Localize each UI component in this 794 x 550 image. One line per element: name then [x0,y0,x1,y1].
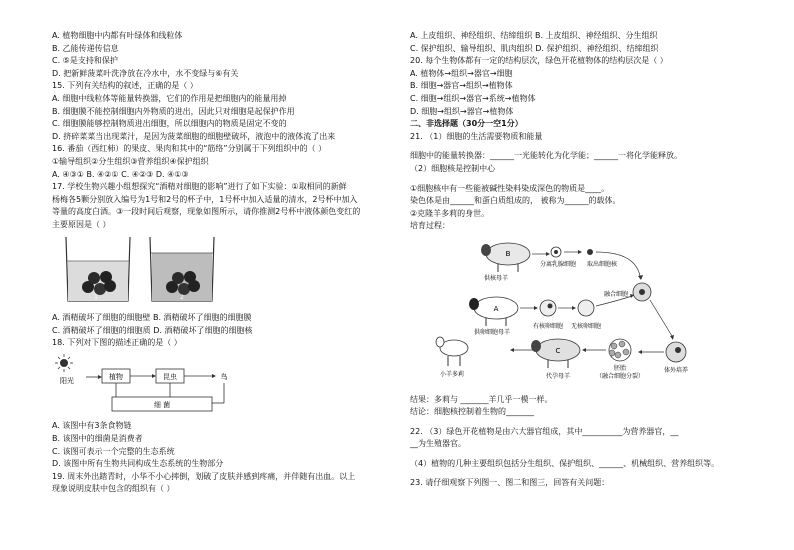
cup-1 [66,237,130,301]
left-column [52,30,404,496]
text-line: C. 酒精破坏了细胞的细胞质 D. 酒精破坏了细胞的细胞核 [52,325,253,335]
text-line: A. 植物体→组织→器官→细胞 [410,68,513,78]
cup-1-label: 1 [94,293,98,301]
mammary-label: 分离乳腺细胞 [539,260,577,268]
text-line: （2）细胞核是控制中心 [410,163,496,173]
text-line: ①细胞核中有一些能被碱性染料染成深色的物质是____。 [410,183,610,193]
left-text-block-b [52,312,404,350]
text-line: D. 该图中所有生物共同构成生态系统的生物部分 [52,459,224,469]
sun-label: 阳光 [60,376,74,385]
text-line: C. 细胞膜能够控制物质进出细胞，所以细胞内的物质是固定不变的 [52,119,287,129]
text-line: 16. 番茄（西红柿）的果皮、果肉和其中的“筋络”分别属于下列组织中的（ ） [52,144,327,154]
sheep-c [531,339,580,368]
text-line: 23. 请仔细观察下列图一、图二和图三，回答有关问题： [410,478,610,488]
text-line: 杨梅各5颗分别放入编号为1号和2号的杯子中，1号杯中加入适量的清水，2号杯中加入 [52,194,358,204]
left-text-block-a [52,30,404,232]
sheep-b [481,243,530,272]
text-line: （4）植物的几种主要组织包括分生组织、保护组织、______、机械组织、营养组织等。 [410,458,720,468]
text-line: ②克隆羊多莉的身世。 [410,208,490,218]
text-line: 结论：细胞核控制着生物的_______ [410,407,534,417]
text-line: 培育过程： [410,221,450,231]
text-line: B. 细胞→器官→组织→植物体 [410,81,513,91]
text-line: C. 保护组织、输导组织、肌肉组织 D. 保护组织、神经组织、结缔组织 [410,43,659,53]
text-line: 结果：多莉与 _______羊几乎一模一样。 [410,394,553,404]
text-line: C. ⑤是支持和保护 [52,56,118,66]
text-line: 22. （3）绿色开花植物是由六大器官组成，其中__________为营养器官，__ [410,426,679,436]
enucleated-egg [578,300,594,316]
left-text-block-c [52,420,404,496]
enucleated-label: 无核卵细胞 [570,322,602,330]
bird-label: 鸟 [220,372,228,381]
dolly-label: 小羊多莉 [439,370,465,378]
text-line: B. 乙能传递传信息 [52,43,119,53]
fungi-label: 细 菌 [153,400,171,409]
section-heading: 二、非选择题（30分一空1分） [410,119,523,129]
text-line: 细胞中的能量转换器：______一光能转化为化学能；______一将化学能释放。 [410,151,682,161]
lamb-dolly [436,337,468,366]
text-line: 染色体是由______和蛋白质组成的， 被称为______的载体。 [410,196,621,206]
right-text-block-b [410,131,755,233]
text-line: A. ④③① B. ④②① C. ④②③ D. ④①③ [52,169,189,179]
culture-label: 体外培养 [663,366,689,374]
embryo-label: 胚胎 [613,364,627,372]
text-line: 15. 下列有关结构的叙述，正确的是（ ） [52,81,198,91]
sun-icon [55,354,73,372]
text-line: 17. 学校生物兴趣小组想探究“酒精对细胞的影响”进行了如下实验：①取相同的新鲜 [52,182,347,192]
text-line: C. 该图可表示一个完整的生态系统 [52,446,175,456]
insect-label: 昆虫 [163,372,177,381]
cups-figure [52,235,232,305]
text-line: 21. （1）细胞的生活需要物质和能量 [410,131,543,141]
surrogate-label: 代孕母羊 [545,372,571,380]
text-line: 19. 周末外出踏青时，小华不小心摔倒，划破了皮肤并感到疼痛，并伴随有出血。以上 [52,471,356,481]
text-line: A. 细胞中线粒体等能量转换器，它们的作用是把细胞内的能量用掉 [52,93,287,103]
text-line: ①输导组织②分生组织③营养组织④保护组织 [52,156,209,166]
nucleus-label: 取出细胞核 [586,260,618,268]
text-line: 主要原因是（ ） [52,219,111,229]
text-line: 20. 每个生物体都有一定的结构层次，绿色开花植物体的结构层次是（ ） [410,56,668,66]
donor-b-label: 供核母羊 [483,274,509,282]
nucleated-label: 有核卵细胞 [532,322,564,330]
text-line: A. 酒精破坏了细胞的细胞壁 B. 酒精破坏了细胞的细胞膜 [52,313,252,323]
extracted-nucleus [587,249,593,255]
text-line: B. 该图中的细菌是消费者 [52,434,143,444]
sheep-b-label: B [505,249,511,258]
fusion-label: 融合细胞 [603,290,629,298]
plant-label: 植物 [109,372,123,381]
food-web-figure [52,353,252,413]
text-line: 18. 下列对下图的描述正确的是（ ） [52,338,182,348]
text-line: D. 把新鲜菠菜叶洗净放在冷水中，水不变绿与⑥有关 [52,68,239,78]
cup-2-label: 2 [180,293,184,301]
text-line: D. 细胞→组织→器官→植物体 [410,106,514,116]
text-line: A. 该图中有3条食物链 [52,421,132,431]
nucleated-egg [540,300,556,316]
text-line: C. 细胞→组织→器官→系统→植物体 [410,93,536,103]
text-line: A. 上皮组织、神经组织、结缔组织 B. 上皮组织、神经组织、分生组织 [410,31,658,40]
right-column [410,30,755,490]
text-line: B. 细胞膜不能控制细胞内外物质的进出，因此只对细胞是起保护作用 [52,106,295,116]
text-line: D. 挤碎菜菜当出现菜汁，是因为菠菜细胞的细胞壁破坏，液泡中的液体流了出来 [52,131,336,141]
right-text-block-c [410,394,755,491]
sheep-a-label: A [493,304,499,313]
sheep-a [469,297,518,326]
clone-diagram [410,236,710,386]
sheep-c-label: C [555,346,561,355]
text-line: A. 植物细胞中内都有叶绿体和线粒体 [52,31,183,40]
cup-2 [150,237,214,301]
division-label: （融合细胞分裂） [595,372,645,380]
right-text-block-a [410,30,755,118]
text-line: 现象说明皮肤中包含的组织有（ ） [52,484,175,494]
text-line: __为生殖器官。 [410,439,466,449]
text-line: 等量的高度白酒。③一段时间后观察，现象如图所示，请你推测2号杯中液体颜色变红的 [52,207,361,217]
donor-a-label: 供卵细胞母羊 [473,328,511,336]
embryo-icon [609,339,631,361]
